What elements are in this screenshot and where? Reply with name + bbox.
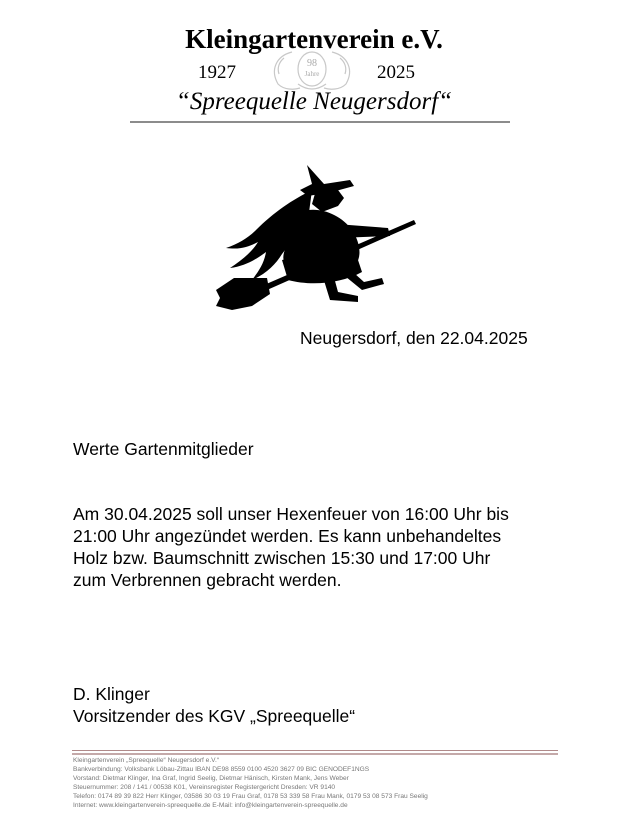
current-year: 2025 (377, 62, 415, 83)
club-name: “Spreequelle Neugersdorf“ (175, 88, 453, 115)
footer (73, 757, 428, 810)
footer-phone-line: Telefon: 0174 89 39 822 Herr Klinger, 03586 30 03 19 Frau Graf, 0178 53 339 58 Frau Mank, 0179 53 08 573 Frau Seelig (73, 792, 428, 800)
header-divider (130, 121, 510, 123)
footer-divider (72, 750, 558, 751)
signer-title: Vorsitzender des KGV „Spreequelle“ (73, 706, 356, 726)
footer-divider-thick (72, 753, 558, 755)
footer-board-line: Vorstand: Dietmar Klinger, Ina Graf, Ingrid Seelig, Dietmar Hänisch, Kirsten Mank, Jens Weber (73, 774, 349, 782)
witch-on-broom-icon (212, 160, 418, 320)
founding-year: 1927 (198, 62, 236, 83)
footer-web-line: Internet: www.kleingartenverein-spreequelle.de E-Mail: info@kleingartenverein-spreequelle.de (73, 801, 348, 809)
jubilee-number: 98 (307, 58, 317, 69)
letter-salutation: Werte Gartenmitglieder (73, 439, 254, 459)
club-title: Kleingartenverein e.V. (185, 24, 443, 54)
jubilee-word: Jahre (304, 70, 320, 78)
footer-bank-line: Bankverbindung: Volksbank Löbau-Zittau IBAN DE98 8559 0100 4520 3627 09 BIC GENODEF1NGS (73, 765, 370, 773)
letter-body: Am 30.04.2025 soll unser Hexenfeuer von 16:00 Uhr bis 21:00 Uhr angezündet werden. Es kann unbehandeltes Holz bzw. Baumschnitt zwischen 15:30 und 17:00 Uhr zum Verbrennen gebracht werden. (73, 504, 509, 590)
jubilee-emblem-icon (262, 44, 362, 94)
signer-name: D. Klinger (73, 684, 150, 704)
letter-date: Neugersdorf, den 22.04.2025 (300, 328, 528, 348)
footer-tax-line: Steuernummer: 208 / 141 / 00538 K01, Vereinsregister Registergericht Dresden: VR 9140 (73, 783, 336, 791)
footer-club-line: Kleingartenverein „Spreequelle“ Neugersdorf e.V.“ (73, 757, 220, 764)
